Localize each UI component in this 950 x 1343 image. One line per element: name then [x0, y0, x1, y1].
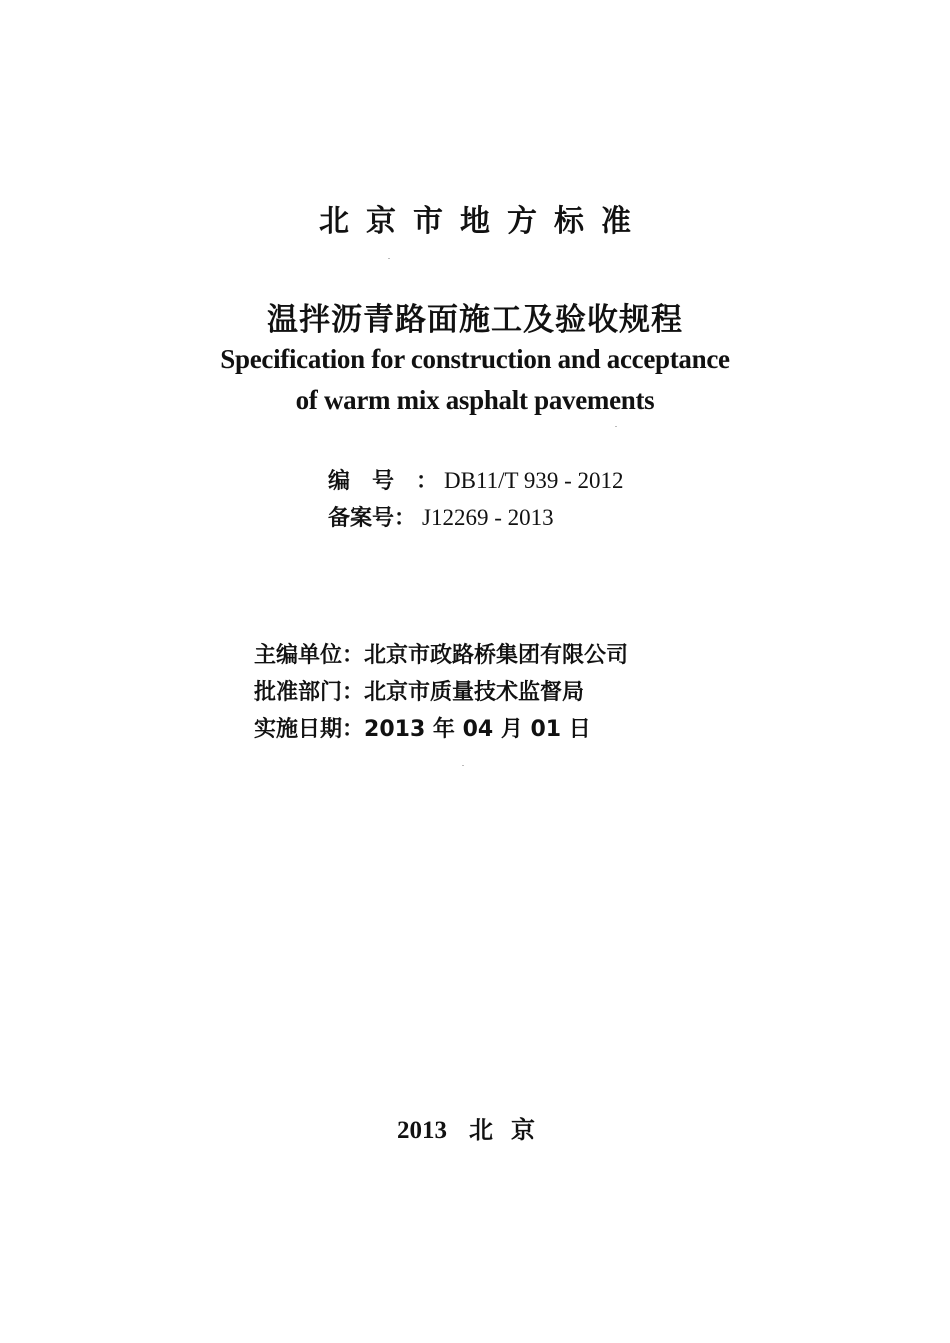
scan-speck	[388, 258, 390, 259]
approving-department-row	[254, 675, 628, 712]
chief-editor-row	[254, 638, 628, 675]
chief-editor-value: 北京市政路桥集团有限公司	[364, 643, 629, 668]
imprint	[0, 1110, 950, 1145]
effective-date-label: 实施日期：	[254, 717, 365, 742]
standard-number-label: 编号	[328, 469, 417, 494]
title-english-line-2: of warm mix asphalt pavements	[295, 385, 655, 415]
record-number-label: 备案号	[328, 506, 395, 531]
scan-speck	[615, 426, 617, 427]
publication-info	[254, 638, 628, 749]
title-english-line-1: Specification for construction and acceptance	[220, 344, 730, 374]
standard-number-value: DB11/T 939 - 2012	[444, 468, 624, 493]
imprint-city: 北京	[469, 1116, 553, 1144]
scan-speck	[462, 765, 464, 766]
effective-date-value: 2013 年 04 月 01 日	[364, 717, 591, 742]
standard-number-colon: ：	[416, 469, 439, 494]
chief-editor-label: 主编单位：	[254, 643, 365, 668]
imprint-year: 2013	[397, 1117, 447, 1144]
record-number-row	[328, 501, 624, 538]
approving-department-value: 北京市质量技术监督局	[364, 680, 585, 705]
approving-department-label: 批准部门：	[254, 680, 365, 705]
standard-number-row	[328, 464, 624, 501]
record-number-value: J12269 - 2013	[422, 505, 554, 530]
title-chinese: 温拌沥青路面施工及验收规程	[267, 302, 683, 338]
effective-date-row	[254, 712, 628, 749]
record-number-colon: ：	[394, 506, 417, 531]
standard-series-heading: 北京市地方标准	[319, 204, 648, 239]
standard-codes	[328, 464, 624, 538]
